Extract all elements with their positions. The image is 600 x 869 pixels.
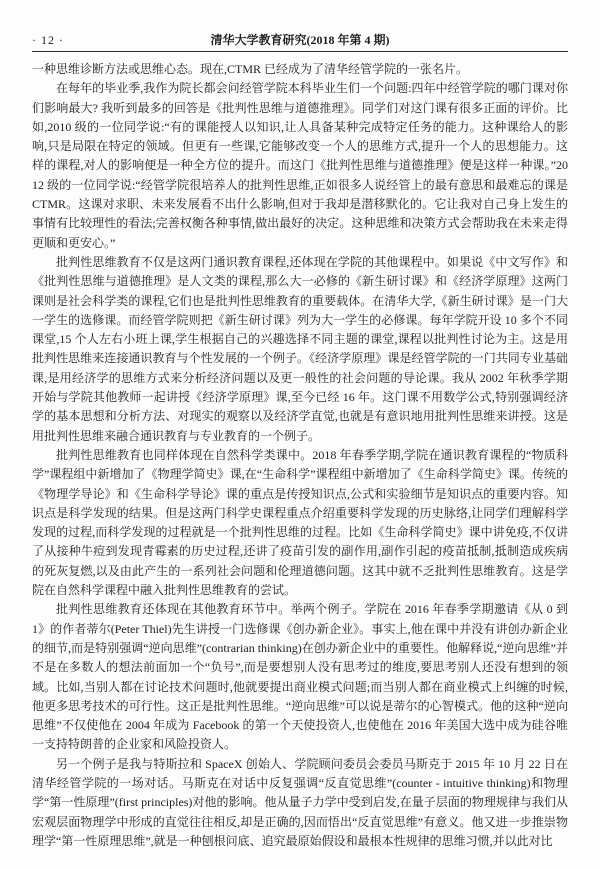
page-number: · 12 · (32, 33, 64, 47)
paragraph: 一种思维诊断方法或思维心态。现在,CTMR 已经成为了清华经管学院的一张名片。 (32, 62, 469, 76)
header-rule (32, 51, 568, 52)
page-header (32, 0, 568, 47)
journal-title: 清华大学教育研究(2018 年第 4 期) (210, 33, 390, 47)
paragraph: 批判性思维教育也同样体现在自然科学类课中。2018 年春季学期,学院在通识教育课程的“物质科学”课程组中新增加了《物理学简史》课,在“生命科学”课程组中新增加了《生命科学简史》课。传统的《物理学导论》和《生命科学导论》课的重点是传授知识点,公式和实验细节是知识点的重要内容。知识点是科学发现的结果。但是这两门科学史课程重点介绍重要科学发现的历史脉络,让同学们理解科学发现的过程,而科学发现的过程就是一个批判性思维的过程。比如《生命科学简史》课中讲免疫,不仅讲了从接种牛痘到发现青霉素的历史过程,还讲了疫苗引发的副作用,副作引起的疫苗抵制,抵制造成疾病的死灰复燃,以及由此产生的一系列社会问题和伦理道德问题。这其中就不乏批判性思维教育。这是学院在自然科学课程中融入批判性思维教育的尝试。 (32, 447, 568, 598)
paragraph: 批判性思维教育还体现在其他教育环节中。举两个例子。学院在 2016 年春季学期邀请《从 0 到 1》的作者蒂尔(Peter Thiel)先生讲授一门选修课《创办新企业》。事实上,他在课中并没有讲创办新企业的细节,而是特别强调“逆向思维”(contrarian thinking)在创办新企业中的重要性。他解释说,“逆向思维”并不是在多数人的想法前面加一个“负号”,而是要想别人没有思考过的维度,要思考别人还没有想到的领域。比如,当别人都在讨论技术问题时,他就要提出商业模式问题;而当别人都在商业模式上纠缠的时候,他更多思考技术的可行性。这正是批判性思维。“逆向思维”可以说是蒂尔的心智模式。他的这种“逆向思维”不仅使他在 2004 年成为 Facebook 的第一个天使投资人,也使他在 2016 年美国大选中成为硅谷唯一支持特朗普的企业家和风险投资人。 (32, 602, 568, 752)
paragraph: 批判性思维教育不仅是这两门通识教育课程,还体现在学院的其他课程中。如果说《中文写作》和《批判性思维与道德推理》是人文类的课程,那么大一必修的《新生研讨课》和《经济学原理》这两门课则是社会科学类的课程,它们也是批判性思维教育的重要载体。在清华大学,《新生研讨课》是一门大一学生的选修课。而经管学院则把《新生研讨课》列为大一学生的必修课。每年学院开设 10 多个不同课堂,15 个人左右小班上课,学生根据自己的兴趣选择不同主题的课堂,课程以批判性讨论为主。这是用批判性思维来连接通识教育与个性发展的一个例子。《经济学原理》课是经管学院的一门共同专业基础课,是用经济学的思维方式来分析经济问题以及更一般性的社会问题的导论课。我从 2002 年秋季学期开始与学院其他教师一起讲授《经济学原理》课,至今已经 16 年。这门课不用数学公式,特别强调经济学的基本思想和分析方法、对现实的观察以及经济学直觉,也就是有意识地用批判性思维来讲授。这是用批判性思维来融合通识教育与专业教育的一个例子。 (32, 254, 568, 443)
article-body (32, 60, 568, 851)
paragraph: 另一个例子是我与特斯拉和 SpaceX 创始人、学院顾问委员会委员马斯克于 2015 年 10 月 22 日在清华经管学院的一场对话。马斯克在对话中反复强调“反直觉思维”(counter - intuitive thinking)和物理学“第一性原理”(first principles)对他的影响。他从量子力学中受到启发,在量子层面的物理规律与我们从宏观层面物理学中形成的直觉往往相反,却是正确的,因而悟出“反直觉思维”有意义。他又进一步推崇物理学“第一性原理思维”,就是一种刨根问底、追究最原始假设和最根本性规律的思维习惯,并以此对比 (32, 756, 568, 848)
paragraph: 在每年的毕业季,我作为院长都会问经管学院本科毕业生们一个问题:四年中经管学院的哪门课对你们影响最大? 我听到最多的回答是《批判性思维与道德推理》。同学们对这门课有很多正面的评价。比如,2010 级的一位同学说:“有的课能授人以知识,让人具备某种完成特定任务的能力。这种课给人的影响,只是局限在特定的领域。但更有一些课,它能够改变一个人的思维方式,提升一个人的思想能力。这样的课程,对人的影响便是一种全方位的提升。而这门《批判性思维与道德推理》便是这样一种课。”2012 级的一位同学说:“经管学院很培养人的批判性思维,正如很多人说经管上的最有意思和最难忘的课是 CTMR。这课对求职、未来发展看不出什么影响,但对于我却是潜移默化的。它让我对自己身上发生的事情有比较理性的看法;完善权衡各种事情,做出最好的决定。这种思维和决策方式会帮助我在未来走得更顺和更安心。” (32, 81, 568, 250)
